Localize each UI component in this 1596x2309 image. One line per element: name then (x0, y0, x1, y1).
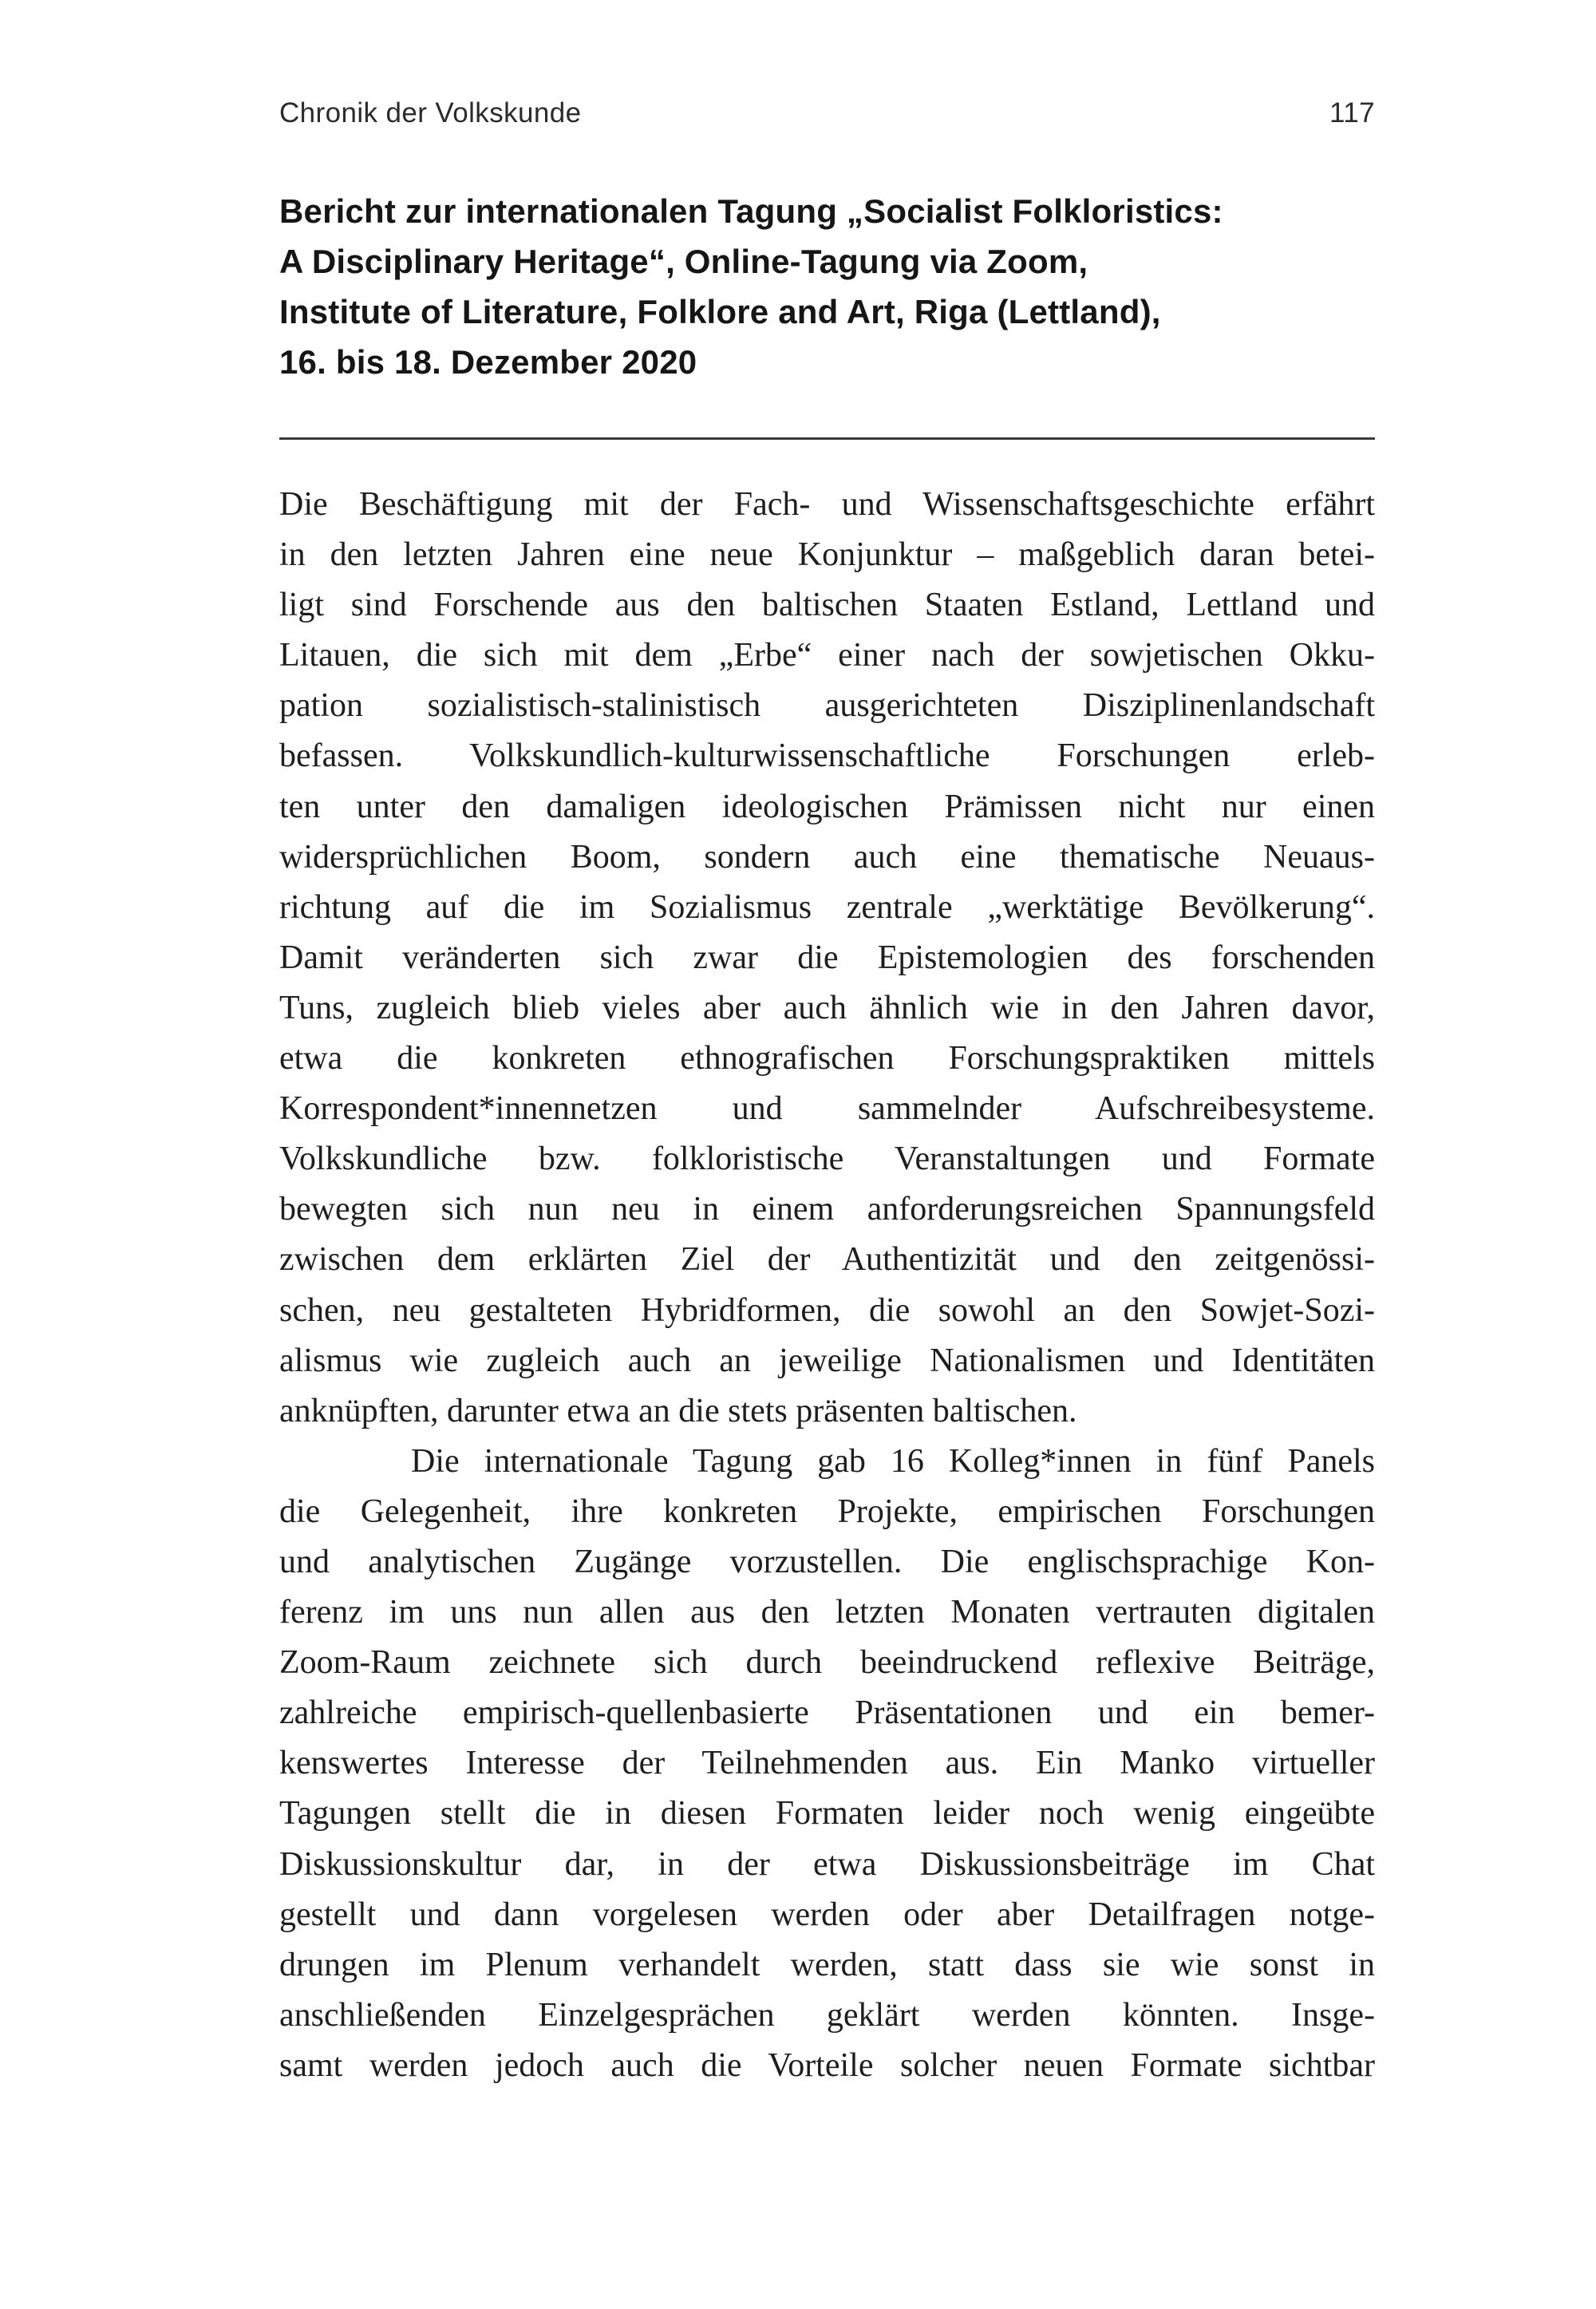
article-title-line: Bericht zur internationalen Tagung „Socialist Folkloristics: (279, 192, 1223, 230)
body-line: gestellt und dann vorgelesen werden oder aber Detailfragen notge- (279, 1896, 1375, 1933)
body-line: Zoom-Raum zeichnete sich durch beeindruckend reflexive Beiträge, (279, 1644, 1375, 1682)
body-line: samt werden jedoch auch die Vorteile solcher neuen Formate sichtbar (279, 2046, 1375, 2084)
body-line: ferenz im uns nun allen aus den letzten Monaten vertrauten digitalen (279, 1594, 1375, 1631)
article-title (279, 186, 1375, 387)
body-line: richtung auf die im Sozialismus zentrale „werktätige Bevölkerung“. (279, 888, 1375, 926)
body-line: zahlreiche empirisch-quellenbasierte Präsentationen und ein bemer- (279, 1694, 1375, 1732)
body-line: Tagungen stellt die in diesen Formaten leider noch wenig eingeübte (279, 1795, 1375, 1833)
body-line: und analytischen Zugänge vorzustellen. Die englischsprachige Kon- (279, 1543, 1375, 1580)
body-line: Korrespondent*innennetzen und sammelnder Aufschreibesysteme. (279, 1090, 1375, 1128)
title-divider-rule (279, 437, 1375, 440)
body-line: Litauen, die sich mit dem „Erbe“ einer nach der sowjetischen Okku- (279, 637, 1375, 674)
body-line: ligt sind Forschende aus den baltischen Staaten Estland, Lettland und (279, 587, 1375, 624)
body-line: Volkskundliche bzw. folkloristische Veranstaltungen und Formate (279, 1141, 1375, 1178)
body-line: befassen. Volkskundlich-kulturwissenschaftliche Forschungen erleb- (279, 737, 1375, 775)
body-line: Die internationale Tagung gab 16 Kolleg*innen in fünf Panels (411, 1442, 1375, 1480)
running-header-section: Chronik der Volkskunde (279, 97, 582, 128)
body-line: alismus wie zugleich auch an jeweilige Nationalismen und Identitäten (279, 1342, 1375, 1379)
body-line: pation sozialistisch-stalinistisch ausgerichteten Disziplinenlandschaft (279, 687, 1375, 725)
body-line: ten unter den damaligen ideologischen Prämissen nicht nur einen (279, 788, 1375, 825)
body-line: Diskussionskultur dar, in der etwa Diskussionsbeiträge im Chat (279, 1845, 1375, 1883)
article-title-line: A Disciplinary Heritage“, Online-Tagung via Zoom, (279, 243, 1088, 280)
body-line: drungen im Plenum verhandelt werden, statt dass sie wie sonst in (279, 1946, 1375, 1983)
article-title-line: 16. bis 18. Dezember 2020 (279, 343, 697, 381)
body-line: etwa die konkreten ethnografischen Forschungspraktiken mittels (279, 1040, 1375, 1077)
body-line: in den letzten Jahren eine neue Konjunktur – maßgeblich daran betei- (279, 536, 1375, 574)
body-line: anschließenden Einzelgesprächen geklärt werden könnten. Insge- (279, 1996, 1375, 2034)
body-line: kenswertes Interesse der Teilnehmenden aus. Ein Manko virtueller (279, 1745, 1375, 1782)
body-line: bewegten sich nun neu in einem anforderungsreichen Spannungsfeld (279, 1191, 1375, 1228)
body-line: anknüpften, darunter etwa an die stets präsenten baltischen. (279, 1392, 1077, 1429)
body-line: Damit veränderten sich zwar die Epistemologien des forschenden (279, 939, 1375, 976)
body-line: Tuns, zugleich blieb vieles aber auch ähnlich wie in den Jahren davor, (279, 989, 1375, 1026)
article-body (279, 480, 1375, 2091)
body-line: zwischen dem erklärten Ziel der Authentizität und den zeitgenössi- (279, 1241, 1375, 1279)
article-title-line: Institute of Literature, Folklore and Art, Riga (Lettland), (279, 293, 1161, 330)
body-line: schen, neu gestalteten Hybridformen, die sowohl an den Sowjet-Sozi- (279, 1291, 1375, 1329)
body-line: Die Beschäftigung mit der Fach- und Wissenschaftsgeschichte erfährt (279, 486, 1375, 523)
page-number: 117 (1329, 97, 1375, 128)
body-line: widersprüchlichen Boom, sondern auch eine thematische Neuaus- (279, 838, 1375, 876)
body-line: die Gelegenheit, ihre konkreten Projekte, empirischen Forschungen (279, 1493, 1375, 1530)
running-header (279, 97, 1375, 129)
